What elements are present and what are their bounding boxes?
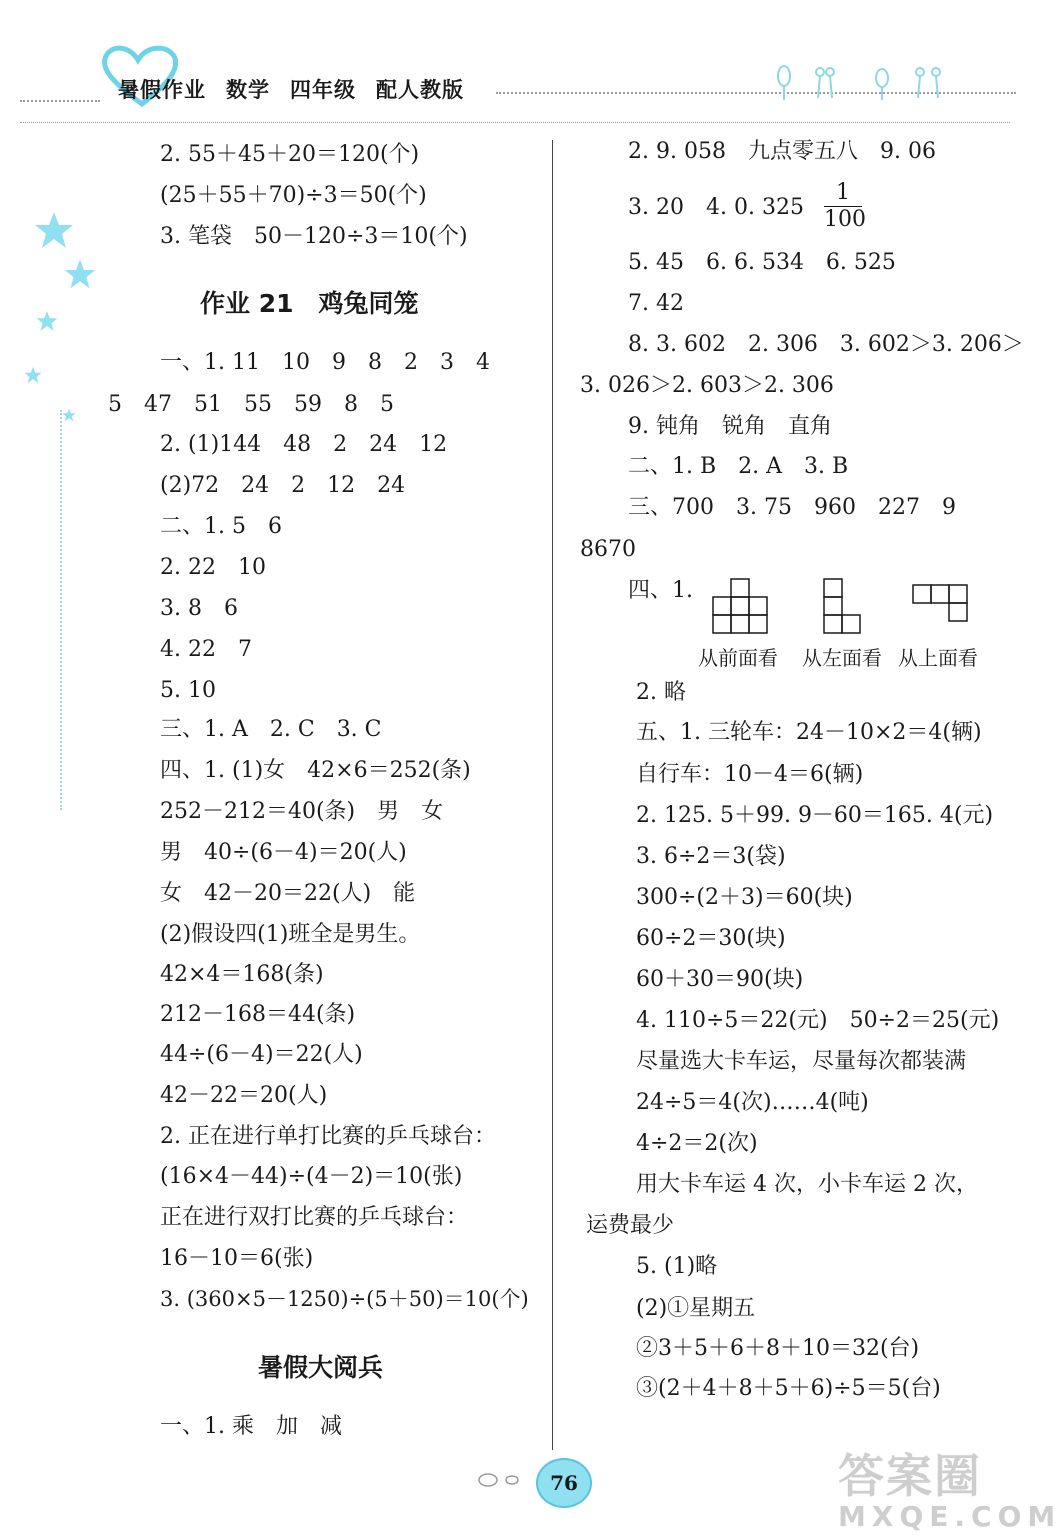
left-line: (16×4－44)÷(4－2)＝10(张) bbox=[160, 1164, 463, 1189]
header-edition: 配人教版 bbox=[376, 78, 464, 102]
right-line: (2)①星期五 bbox=[636, 1296, 756, 1321]
watermark-logo-text: 答案圈 bbox=[838, 1449, 982, 1503]
header-dotted-line-bottom bbox=[20, 122, 1010, 123]
left-line: 3. 笔袋 50－120÷3＝10(个) bbox=[160, 224, 468, 249]
right-line: 尽量选大卡车运，尽量每次都装满 bbox=[636, 1049, 967, 1074]
flower-decoration-icon bbox=[770, 62, 960, 102]
left-line: 三、1. A 2. C 3. C bbox=[160, 717, 382, 742]
right-line: 24÷5＝4(次)……4(吨) bbox=[636, 1090, 869, 1115]
right-line: 5. 45 6. 6. 534 6. 525 bbox=[628, 250, 896, 275]
left-line: 四、1. (1)女 42×6＝252(条) bbox=[160, 758, 471, 783]
right-line: 4. 110÷5＝22(元) 50÷2＝25(元) bbox=[636, 1008, 1000, 1033]
left-line: 一、1. 11 10 9 8 2 3 4 bbox=[160, 350, 490, 375]
left-line: 女 42－20＝22(人) 能 bbox=[160, 881, 416, 906]
left-line: 2. 22 10 bbox=[160, 555, 266, 580]
right-line: 7. 42 bbox=[628, 291, 684, 316]
right-line: 4÷2＝2(次) bbox=[636, 1131, 758, 1156]
left-line: 2. 正在进行单打比赛的乒乓球台： bbox=[160, 1124, 496, 1149]
star-decoration-icon bbox=[34, 210, 74, 250]
view-label-top: 从上面看 bbox=[898, 646, 978, 670]
right-line: ②3＋5＋6＋8＋10＝32(台) bbox=[636, 1336, 920, 1361]
left-line: 5. 10 bbox=[160, 678, 216, 703]
view-label-left: 从左面看 bbox=[802, 646, 882, 670]
section-heading-homework-21: 作业 21 鸡兔同笼 bbox=[200, 289, 419, 318]
left-line: 16－10＝6(张) bbox=[160, 1246, 314, 1271]
left-line: 42－22＝20(人) bbox=[160, 1083, 328, 1108]
right-line: 3. 20 4. 0. 325 bbox=[628, 195, 804, 220]
right-line: 3. 026＞2. 603＞2. 306 bbox=[580, 373, 834, 398]
star-decoration-icon bbox=[36, 310, 58, 332]
header-subject: 数学 bbox=[226, 78, 270, 102]
right-line: ③(2＋4＋8＋5＋6)÷5＝5(台) bbox=[636, 1376, 941, 1401]
right-line: 9. 钝角 锐角 直角 bbox=[628, 414, 832, 439]
right-line: 五、1. 三轮车：24－10×2＝4(辆) bbox=[636, 720, 982, 745]
left-line: 3. (360×5－1250)÷(5＋50)＝10(个) bbox=[160, 1287, 529, 1311]
left-line: (25＋55＋70)÷3＝50(个) bbox=[160, 183, 427, 208]
header-title bbox=[118, 74, 484, 104]
right-line: 自行车：10－4＝6(辆) bbox=[636, 762, 864, 787]
fraction-denominator: 100 bbox=[824, 207, 866, 232]
star-decoration-icon bbox=[62, 408, 76, 422]
right-line: 四、1. bbox=[628, 578, 693, 603]
left-line: 一、1. 乘 加 减 bbox=[160, 1414, 342, 1439]
right-line: 用大卡车运 4 次，小卡车运 2 次， bbox=[636, 1172, 978, 1197]
view-from-left-diagram bbox=[823, 578, 863, 636]
left-line: 正在进行双打比赛的乒乓球台： bbox=[160, 1205, 469, 1230]
right-line: 60＋30＝90(块) bbox=[636, 967, 804, 992]
left-line: 44÷(6－4)＝22(人) bbox=[160, 1042, 363, 1067]
view-from-top-diagram bbox=[912, 584, 970, 624]
page-number: 76 bbox=[536, 1458, 592, 1508]
right-line: 8. 3. 602 2. 306 3. 602＞3. 206＞ bbox=[628, 332, 1024, 357]
right-line: 5. (1)略 bbox=[636, 1254, 718, 1279]
right-line: 300÷(2＋3)＝60(块) bbox=[636, 885, 853, 910]
header-grade: 四年级 bbox=[290, 78, 356, 102]
right-line: 3. 6÷2＝3(袋) bbox=[636, 844, 786, 869]
star-decoration-icon bbox=[64, 258, 96, 290]
watermark-url: MXQE.COM bbox=[838, 1500, 1061, 1533]
left-line: 252－212＝40(条) 男 女 bbox=[160, 799, 444, 824]
left-line: 3. 8 6 bbox=[160, 596, 238, 621]
right-line: 2. 125. 5＋99. 9－60＝165. 4(元) bbox=[636, 803, 994, 828]
header-dotted-line-top bbox=[20, 100, 100, 102]
left-line: 二、1. 5 6 bbox=[160, 514, 282, 539]
right-line: 三、700 3. 75 960 227 9 bbox=[628, 495, 956, 520]
right-line: 运费最少 bbox=[586, 1213, 675, 1238]
left-line: 男 40÷(6－4)＝20(人) bbox=[160, 840, 407, 865]
section-heading-summer-review: 暑假大阅兵 bbox=[258, 1353, 384, 1382]
watermark bbox=[838, 1440, 1061, 1533]
view-label-front: 从前面看 bbox=[698, 646, 778, 670]
side-dotted-line bbox=[60, 410, 62, 810]
column-divider bbox=[552, 140, 553, 1450]
fraction-one-hundredth bbox=[824, 180, 866, 233]
page-ornament-icon bbox=[474, 1468, 534, 1492]
right-line: 8670 bbox=[580, 537, 636, 562]
star-decoration-icon bbox=[24, 366, 42, 384]
left-line: 42×4＝168(条) bbox=[160, 962, 324, 987]
left-line: 2. (1)144 48 2 24 12 bbox=[160, 432, 448, 457]
left-line: 2. 55＋45＋20＝120(个) bbox=[160, 142, 420, 167]
view-from-front-diagram bbox=[712, 578, 770, 636]
header-book-name: 暑假作业 bbox=[118, 78, 206, 102]
left-line: (2)假设四(1)班全是男生。 bbox=[160, 922, 421, 947]
left-line: 5 47 51 55 59 8 5 bbox=[108, 392, 394, 417]
left-line: 212－168＝44(条) bbox=[160, 1002, 356, 1027]
right-line: 2. 略 bbox=[636, 680, 686, 705]
left-line: (2)72 24 2 12 24 bbox=[160, 473, 406, 498]
right-line: 二、1. B 2. A 3. B bbox=[628, 454, 849, 479]
right-line: 60÷2＝30(块) bbox=[636, 926, 786, 951]
right-line: 2. 9. 058 九点零五八 9. 06 bbox=[628, 139, 936, 164]
left-line: 4. 22 7 bbox=[160, 637, 252, 662]
fraction-numerator: 1 bbox=[824, 180, 862, 207]
